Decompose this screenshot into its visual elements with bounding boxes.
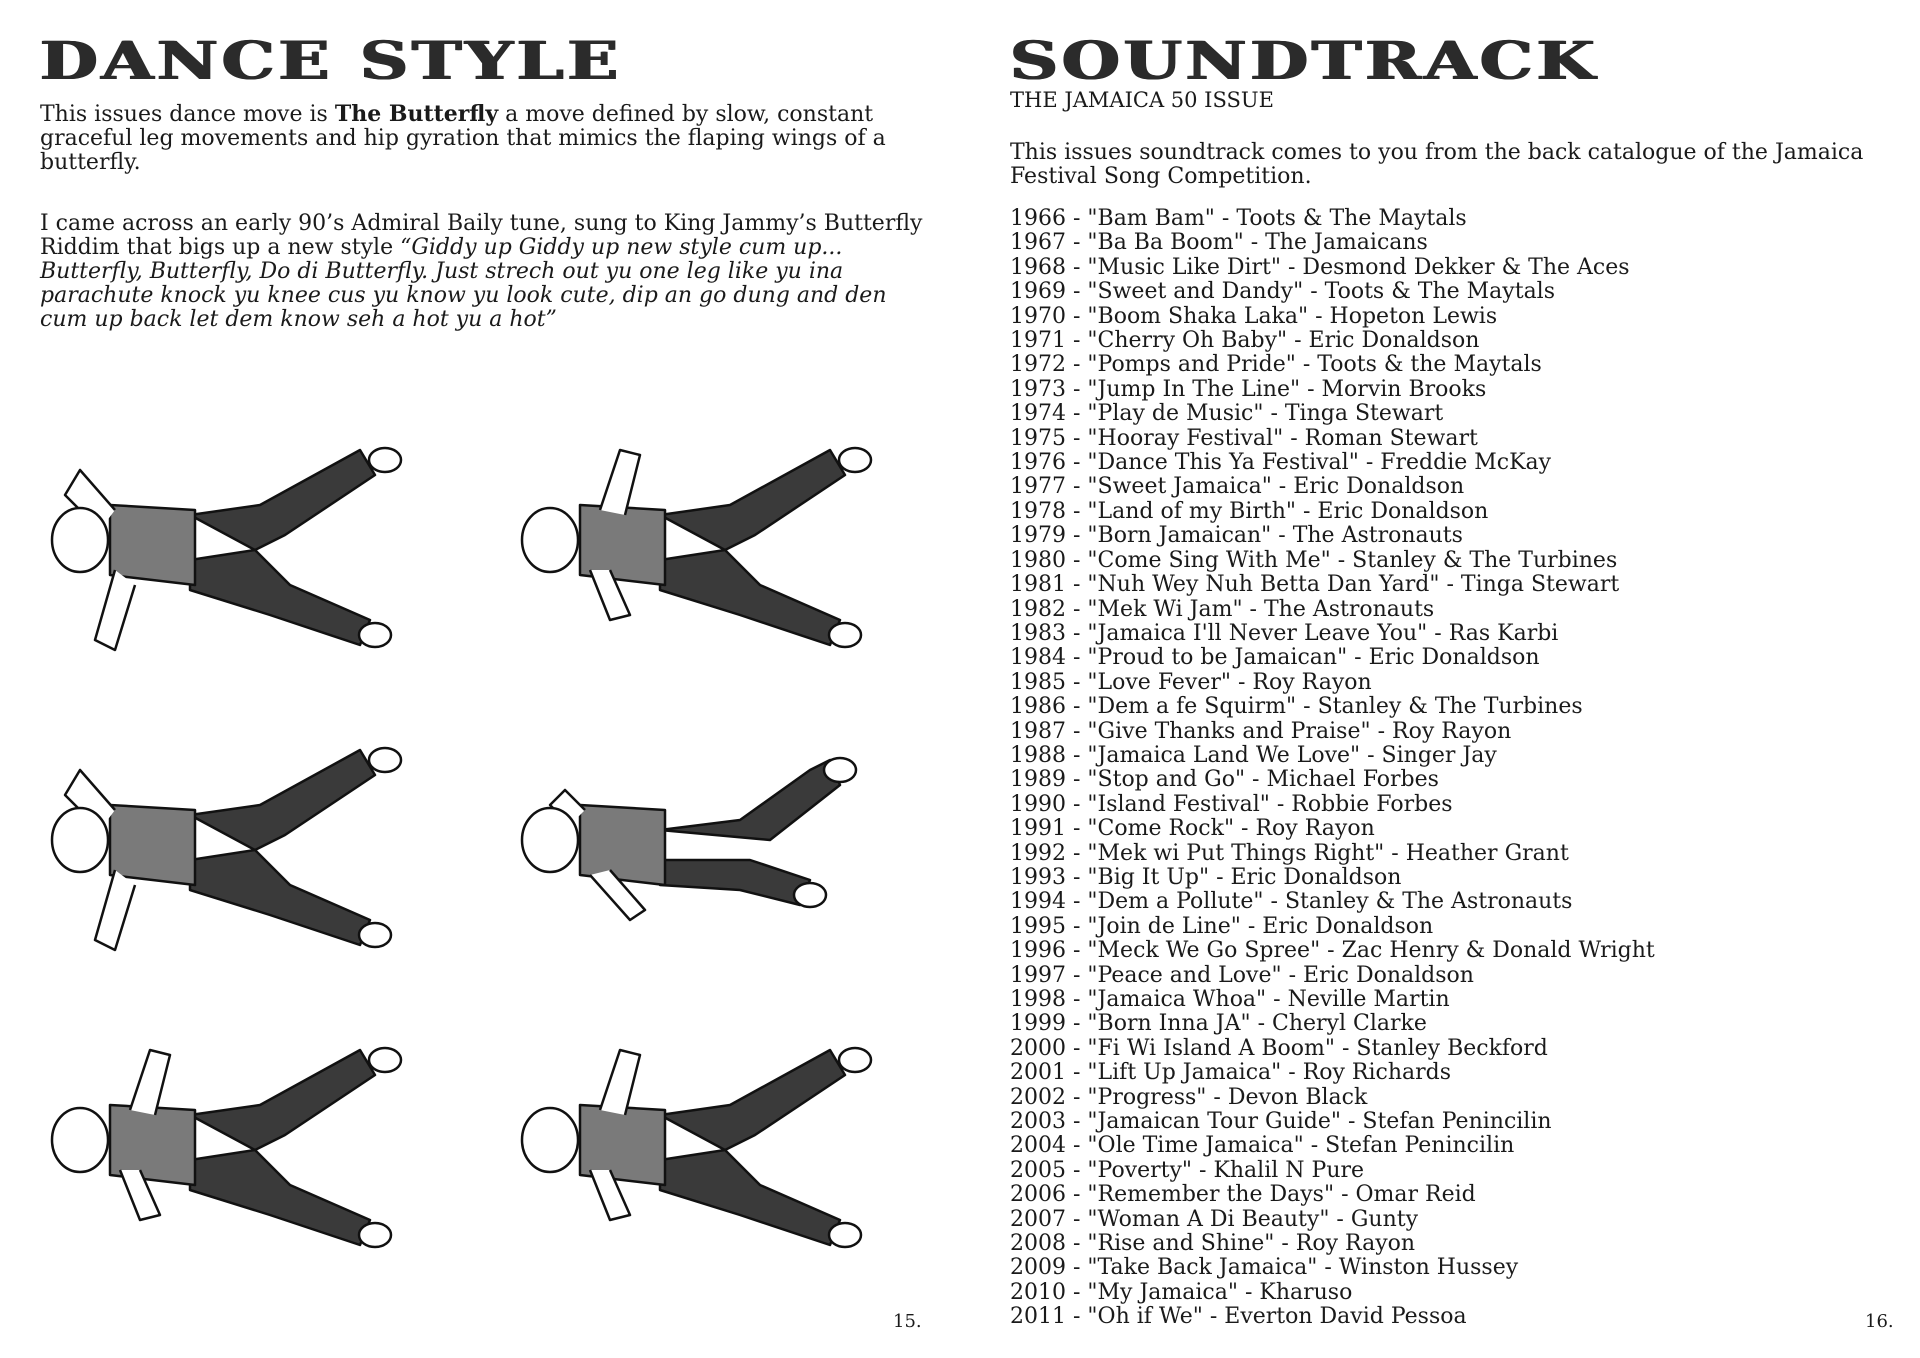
track-item: 1977 - "Sweet Jamaica" - Eric Donaldson [1010, 474, 1465, 500]
track-item: 1978 - "Land of my Birth" - Eric Donaldson [1010, 498, 1489, 524]
track-item: 2008 - "Rise and Shine" - Roy Rayon [1010, 1231, 1416, 1257]
track-item: 1968 - "Music Like Dirt" - Desmond Dekker & The Aces [1010, 254, 1630, 280]
dancer-foot [359, 1223, 391, 1247]
dancer-arm [130, 1050, 170, 1115]
butterfly-illustration [40, 410, 920, 1290]
dancer-leg-lower [660, 550, 840, 645]
track-item: 1994 - "Dem a Pollute" - Stanley & The Astronauts [1010, 889, 1573, 915]
dancer-head [52, 808, 108, 872]
dancer-leg-lower [190, 1150, 370, 1245]
track-item: 1971 - "Cherry Oh Baby" - Eric Donaldson [1010, 328, 1480, 354]
track-item: 1990 - "Island Festival" - Robbie Forbes [1010, 791, 1453, 817]
dancer-foot [369, 448, 401, 472]
track-item: 2005 - "Poverty" - Khalil N Pure [1010, 1157, 1365, 1183]
track-item: 1991 - "Come Rock" - Roy Rayon [1010, 816, 1375, 842]
track-item: 1974 - "Play de Music" - Tinga Stewart [1010, 401, 1444, 427]
dancer-figure [510, 410, 910, 700]
track-item: 2010 - "My Jamaica" - Kharuso [1010, 1279, 1353, 1305]
track-item: 2006 - "Remember the Days" - Omar Reid [1010, 1182, 1476, 1208]
track-item: 1987 - "Give Thanks and Praise" - Roy Rayon [1010, 718, 1512, 744]
dancer-torso [110, 505, 195, 585]
track-item: 1988 - "Jamaica Land We Love" - Singer Jay [1010, 742, 1497, 768]
track-item: 1986 - "Dem a fe Squirm" - Stanley & The Turbines [1010, 694, 1583, 720]
track-item: 1982 - "Mek Wi Jam" - The Astronauts [1010, 596, 1435, 622]
track-item: 1989 - "Stop and Go" - Michael Forbes [1010, 767, 1439, 793]
dance-style-heading: DANCE STYLE [40, 31, 622, 92]
track-item: 1981 - "Nuh Wey Nuh Betta Dan Yard" - Tinga Stewart [1010, 572, 1620, 598]
dancer-foot [829, 623, 861, 647]
dancer-leg-lower [190, 550, 370, 645]
track-item: 1967 - "Ba Ba Boom" - The Jamaicans [1010, 230, 1428, 256]
dancer-leg-upper [190, 1050, 375, 1150]
track-item: 2002 - "Progress" - Devon Black [1010, 1084, 1368, 1110]
dance-intro-paragraph [40, 102, 940, 175]
track-item: 1980 - "Come Sing With Me" - Stanley & The Turbines [1010, 547, 1618, 573]
track-item: 1998 - "Jamaica Whoa" - Neville Martin [1010, 987, 1450, 1012]
page-number-right: 16. [1865, 1311, 1894, 1332]
dancer-foot [829, 1223, 861, 1247]
soundtrack-heading: SOUNDTRACK [1010, 31, 1599, 92]
dancer-head [52, 1108, 108, 1172]
dancer-leg-lower [660, 1150, 840, 1245]
soundtrack-intro: This issues soundtrack comes to you from the back catalogue of the Jamaica Festival Song Competition. [1010, 140, 1864, 189]
dancer-figure [510, 710, 910, 1000]
dancer-leg-upper [660, 760, 840, 840]
dancer-foot [359, 923, 391, 947]
dancer-leg-upper [190, 450, 375, 550]
dance-intro-before: This issues dance move is [40, 102, 335, 127]
dancer-head [522, 808, 578, 872]
track-item: 1979 - "Born Jamaican" - The Astronauts [1010, 523, 1463, 549]
dancer-leg-lower [660, 860, 810, 905]
track-item: 2007 - "Woman A Di Beauty" - Gunty [1010, 1206, 1419, 1232]
track-item: 1975 - "Hooray Festival" - Roman Stewart [1010, 425, 1478, 451]
dancer-arm [600, 1050, 640, 1115]
dancer-foot [824, 758, 856, 782]
dance-story-paragraph [40, 212, 940, 332]
dance-move-name: The Butterfly [334, 101, 499, 127]
track-item: 1992 - "Mek wi Put Things Right" - Heather Grant [1010, 840, 1569, 866]
track-item: 2004 - "Ole Time Jamaica" - Stefan Penincilin [1010, 1133, 1515, 1159]
track-item: 2000 - "Fi Wi Island A Boom" - Stanley Beckford [1010, 1035, 1548, 1061]
dancer-arm [95, 570, 135, 650]
dancer-figure [40, 410, 440, 700]
track-list [1010, 207, 1655, 1330]
dancer-leg-upper [660, 1050, 845, 1150]
dancer-head [522, 1108, 578, 1172]
track-item: 1973 - "Jump In The Line" - Morvin Brooks [1010, 376, 1487, 402]
dancer-arm [600, 450, 640, 515]
dancer-foot [369, 1048, 401, 1072]
dancer-torso [110, 805, 195, 885]
dancer-head [522, 508, 578, 572]
dancer-foot [369, 748, 401, 772]
dancer-leg-lower [190, 850, 370, 945]
track-item: 1996 - "Meck We Go Spree" - Zac Henry & Donald Wright [1010, 938, 1655, 964]
dancer-figure [510, 1010, 910, 1300]
dancer-head [52, 508, 108, 572]
dance-story-lyric: “Giddy up Giddy up new style cum up... Butterfly, Butterfly, Do di Butterfly. Just strech out yu one leg like yu ina parachute knock yu knee cus yu know yu look cute, dip an go dung and den cum up back let dem know seh a hot yu a hot” [40, 235, 887, 332]
track-item: 2011 - "Oh if We" - Everton David Pessoa [1010, 1304, 1467, 1330]
track-item: 1995 - "Join de Line" - Eric Donaldson [1010, 913, 1434, 939]
dancer-leg-upper [660, 450, 845, 550]
track-item: 1966 - "Bam Bam" - Toots & The Maytals [1010, 206, 1467, 231]
dancer-leg-upper [190, 750, 375, 850]
track-item: 1984 - "Proud to be Jamaican" - Eric Donaldson [1010, 645, 1540, 671]
right-page [960, 0, 1920, 1358]
track-item: 2003 - "Jamaican Tour Guide" - Stefan Penincilin [1010, 1109, 1552, 1135]
track-item: 1985 - "Love Fever" - Roy Rayon [1010, 669, 1372, 695]
track-item: 1993 - "Big It Up" - Eric Donaldson [1010, 864, 1402, 890]
track-item: 1997 - "Peace and Love" - Eric Donaldson [1010, 962, 1474, 988]
track-item: 1972 - "Pomps and Pride" - Toots & the Maytals [1010, 352, 1542, 378]
dancer-torso [580, 805, 665, 885]
track-item: 1983 - "Jamaica I'll Never Leave You" - Ras Karbi [1010, 620, 1559, 646]
track-item: 1976 - "Dance This Ya Festival" - Freddie McKay [1010, 450, 1552, 476]
dancer-figure [40, 710, 440, 1000]
dancer-foot [794, 883, 826, 907]
dancer-figure [40, 1010, 440, 1300]
dancer-foot [839, 1048, 871, 1072]
dancer-arm [95, 870, 135, 950]
track-item: 2009 - "Take Back Jamaica" - Winston Hussey [1010, 1255, 1519, 1281]
dancer-foot [359, 623, 391, 647]
track-item: 2001 - "Lift Up Jamaica" - Roy Richards [1010, 1060, 1452, 1086]
dancer-foot [839, 448, 871, 472]
track-item: 1970 - "Boom Shaka Laka" - Hopeton Lewis [1010, 303, 1498, 329]
dance-intro-after: a move defined by slow, constant graceful leg movements and hip gyration that mimics the flaping wings of a butterfly. [40, 102, 886, 175]
track-item: 1969 - "Sweet and Dandy" - Toots & The Maytals [1010, 279, 1556, 305]
track-item: 1999 - "Born Inna JA" - Cheryl Clarke [1010, 1011, 1427, 1037]
dance-story-plain: I came across an early 90’s Admiral Baily tune, sung to King Jammy’s Butterfly Riddim that bigs up a new style [40, 211, 923, 260]
issue-subtitle: THE JAMAICA 50 ISSUE [1010, 88, 1274, 112]
page-number-left: 15. [893, 1311, 922, 1332]
